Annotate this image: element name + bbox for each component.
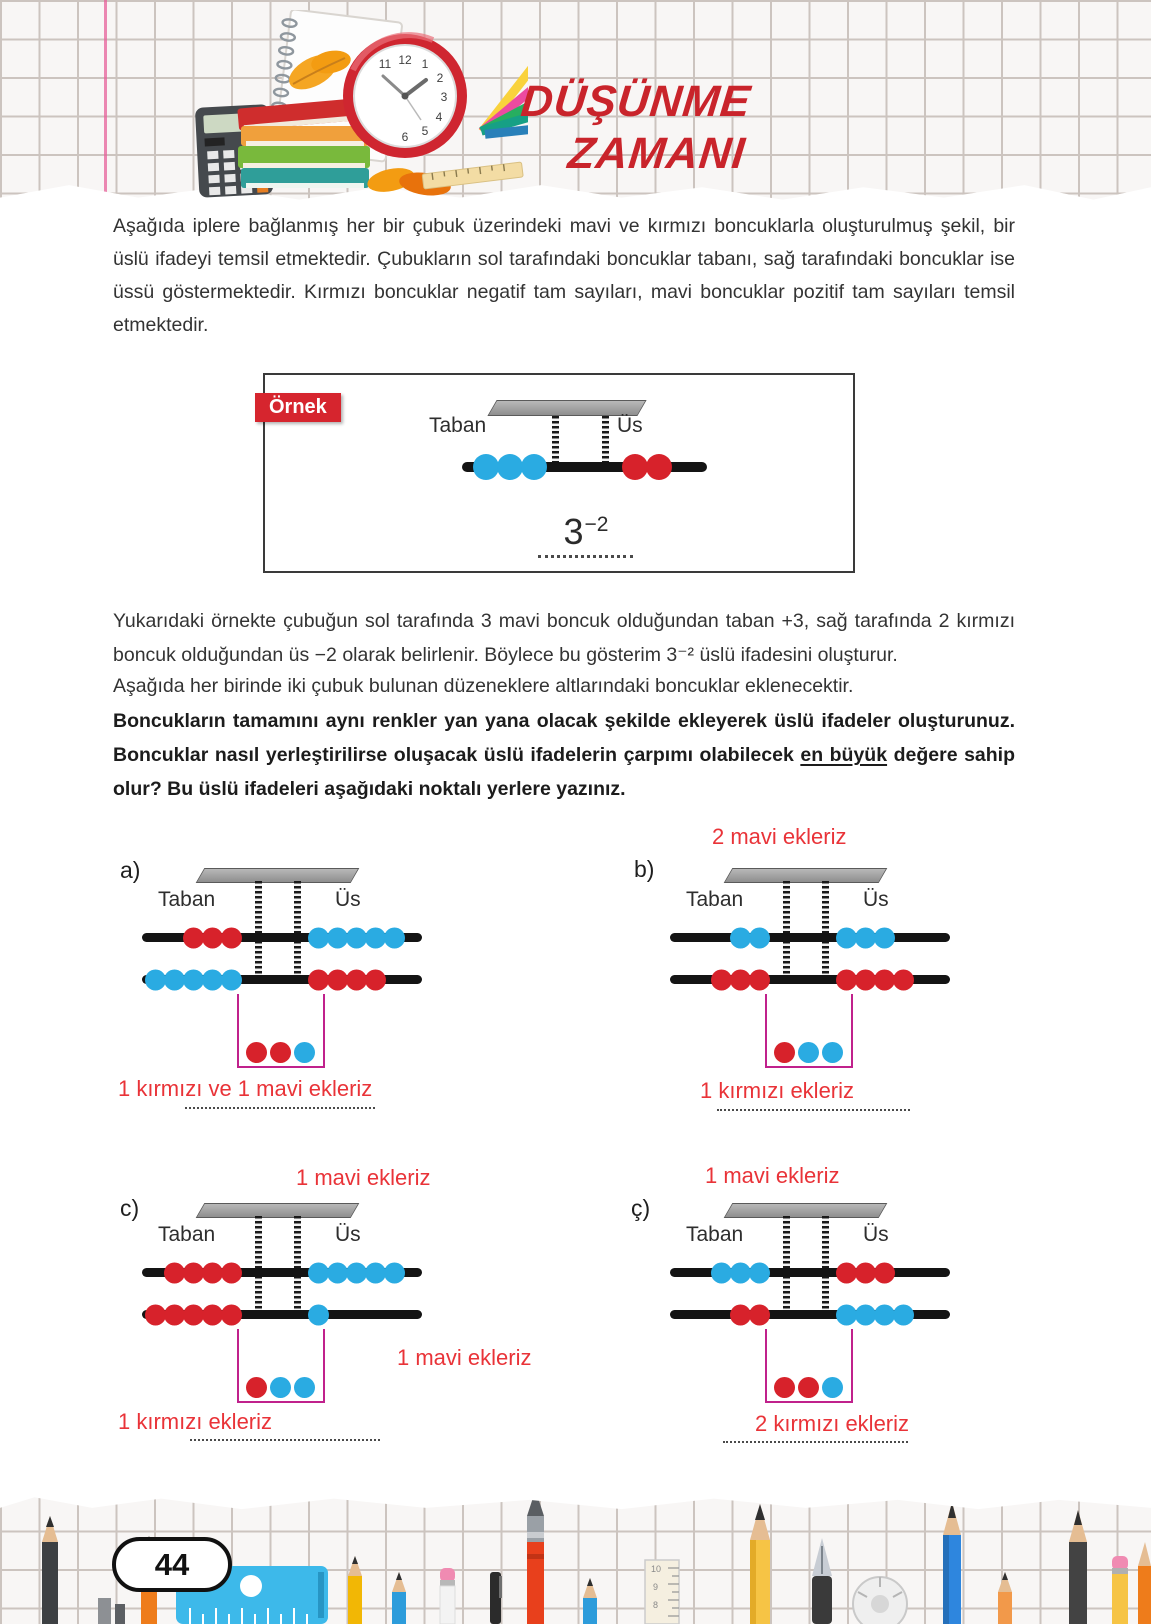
exponent-label: Üs [863, 1223, 889, 1246]
bead-red [749, 969, 770, 990]
bead-red [855, 1262, 876, 1283]
ruler-number: 8 [653, 1600, 659, 1610]
explanation-paragraph: Yukarıdaki örnekte çubuğun sol tarafında 3 mavi boncuk olduğundan taban +3, sağ tarafında 2 kırmızı boncuk olduğundan üs −2 olarak belirlenir. Böylece bu gösterim 3⁻² üslü ifadesini oluşturur. [113, 610, 1015, 666]
header-stationery-illustration [183, 10, 528, 208]
bead-red [202, 1262, 223, 1283]
pencil-icon [943, 1502, 961, 1624]
clock-number: 2 [436, 71, 444, 85]
dotted-answer-line [717, 1109, 910, 1111]
abacus-rod [670, 933, 950, 942]
page-title-line1: DÜŞÜNME [518, 77, 754, 126]
bead-blue [327, 927, 348, 948]
add-beads-side-note: 1 mavi ekleriz [397, 1345, 532, 1370]
dotted-answer-line [190, 1439, 380, 1441]
pencil-icon [392, 1572, 406, 1624]
pencil-icon [42, 1516, 58, 1624]
add-beads-note: 2 mavi ekleriz [712, 824, 847, 849]
hanging-rope [294, 881, 301, 982]
bead-blue [749, 1262, 770, 1283]
abacus-beam [196, 1203, 360, 1218]
bead-tray [765, 994, 853, 1068]
bead-red [202, 927, 223, 948]
clock-icon [343, 34, 467, 158]
page-number: 44 [154, 1546, 190, 1582]
bead-tray [237, 994, 325, 1068]
exercise-c-cedilla [598, 1143, 1068, 1453]
pencil-icon [583, 1578, 597, 1624]
add-beads-note: 1 mavi ekleriz [705, 1163, 840, 1188]
bead-red [270, 1042, 291, 1063]
pen-icon [115, 1604, 125, 1624]
bead-blue [270, 1377, 291, 1398]
abacus-beam [724, 868, 888, 883]
pen-icon [98, 1598, 111, 1624]
example-answer [533, 511, 638, 558]
base-label: Taban [429, 414, 487, 437]
bead-red [855, 969, 876, 990]
answer-note: 1 kırmızı ekleriz [700, 1078, 855, 1103]
exercise-label: ç) [631, 1195, 651, 1221]
exponent-label: Üs [335, 1223, 361, 1246]
abacus-diagram [670, 868, 970, 1078]
bead-red [327, 969, 348, 990]
bead-red [874, 1262, 895, 1283]
clock-number: 1 [421, 57, 429, 71]
bead-red [730, 969, 751, 990]
bead-blue [164, 969, 185, 990]
bead-blue [294, 1042, 315, 1063]
bead-red [365, 969, 386, 990]
bead-red [836, 1262, 857, 1283]
bead-blue [798, 1042, 819, 1063]
abacus-diagram [142, 1203, 442, 1413]
abacus-rod [670, 1268, 950, 1277]
abacus-rod [670, 975, 950, 984]
pencil-icon [1112, 1556, 1128, 1624]
base-bead-group [183, 927, 242, 948]
bead-blue [346, 927, 367, 948]
instruction-part2: değere sahip olur? Bu üslü ifadeleri aşağıdaki noktalı yerlere yazınız. [113, 744, 1015, 800]
bead-blue [855, 1304, 876, 1325]
exponent-label: Üs [335, 888, 361, 911]
exponent-bead-group [836, 1262, 895, 1283]
page-title [495, 76, 754, 180]
bead-red [246, 1042, 267, 1063]
bead-red [202, 1304, 223, 1325]
bead-blue [327, 1262, 348, 1283]
bead-blue [202, 969, 223, 990]
bead-blue [730, 1262, 751, 1283]
answer-note: 1 kırmızı ve 1 mavi ekleriz [118, 1076, 373, 1101]
bead-blue [822, 1377, 843, 1398]
dotted-answer-line [185, 1107, 375, 1109]
ruler-number: 9 [653, 1582, 659, 1592]
bead-blue [874, 1304, 895, 1325]
base-label: Taban [158, 1223, 216, 1246]
exponent-bead-group [622, 454, 672, 480]
hanging-rope [822, 1216, 829, 1317]
hanging-rope [602, 416, 609, 468]
clock-number: 11 [378, 57, 392, 71]
base-label: Taban [686, 888, 744, 911]
bead-red [246, 1377, 267, 1398]
pencil-icon [1138, 1542, 1151, 1624]
dotted-answer-line [723, 1441, 908, 1443]
bead-red [874, 969, 895, 990]
pencil-icon [348, 1556, 362, 1624]
tape-measure-icon [853, 1577, 907, 1624]
bead-blue [365, 1262, 386, 1283]
bead-blue [855, 927, 876, 948]
answer-note: 2 kırmızı ekleriz [755, 1411, 910, 1436]
hanging-rope [255, 881, 262, 982]
page-number-badge [112, 1537, 232, 1592]
abacus-rod [142, 933, 422, 942]
bead-red [221, 1262, 242, 1283]
exponent-bead-group [308, 969, 386, 990]
abacus-diagram [142, 868, 442, 1078]
example-badge: Örnek [255, 393, 341, 422]
ruler-number: 10 [651, 1564, 662, 1574]
abacus-rod [462, 462, 707, 472]
bead-blue [473, 454, 499, 480]
bead-red [308, 969, 329, 990]
clock-number: 5 [421, 124, 429, 138]
bead-red [730, 1304, 751, 1325]
bead-red [183, 927, 204, 948]
instruction-paragraph [113, 704, 1015, 806]
bead-blue [183, 969, 204, 990]
bead-red [774, 1377, 795, 1398]
base-bead-group [145, 1304, 242, 1325]
abacus-beam [724, 1203, 888, 1218]
exponent-bead-group [836, 969, 914, 990]
answer-note: 1 kırmızı ekleriz [118, 1409, 273, 1434]
instruction-part1: Boncukların tamamını aynı renkler yan yana olacak şekilde ekleyerek üslü ifadeler oluşturunuz. Boncuklar nasıl yerleştirilirse oluşacak üslü ifadelerin çarpımı olabilecek [113, 710, 1015, 766]
instruction-underlined: en büyük [800, 744, 888, 766]
base-bead-group [164, 1262, 242, 1283]
bead-red [798, 1377, 819, 1398]
example-box [263, 373, 855, 573]
abacus-diagram [670, 1203, 970, 1413]
base-bead-group [711, 969, 770, 990]
bead-blue [749, 927, 770, 948]
abacus-rod [670, 1310, 950, 1319]
exercise-label: a) [120, 857, 141, 883]
exercise-c [112, 1143, 582, 1453]
intro-paragraph: Aşağıda iplere bağlanmış her bir çubuk üzerindeki mavi ve kırmızı boncuklarla oluşturulmuş şekil, bir üslü ifadeyi temsil etmektedir. Çubukların sol tarafındaki boncuklar tabanı, sağ tarafındaki boncuklar ise üssü göstermektedir. Kırmızı boncuklar negatif tam sayıları, mavi boncuklar pozitif tam sayıları temsil etmektedir. [113, 215, 1015, 336]
hanging-rope [783, 881, 790, 982]
page-title-line2: ZAMANI [565, 129, 748, 178]
hanging-rope [294, 1216, 301, 1317]
bead-blue [711, 1262, 732, 1283]
bead-blue [384, 927, 405, 948]
bead-red [221, 927, 242, 948]
bead-red [221, 1304, 242, 1325]
pen-icon [490, 1572, 502, 1624]
exercise-label: b) [634, 856, 655, 882]
bead-red [646, 454, 672, 480]
exercise-a [112, 820, 582, 1130]
setup-paragraph: Aşağıda her birinde iki çubuk bulunan düzeneklere altlarındaki boncuklar eklenecektir. [113, 675, 854, 697]
bead-blue [365, 927, 386, 948]
pencil-icon [750, 1504, 770, 1624]
bead-red [183, 1262, 204, 1283]
exponent-label: Üs [863, 888, 889, 911]
bead-blue [730, 927, 751, 948]
bead-blue [497, 454, 523, 480]
exponent-label: Üs [617, 414, 643, 437]
bead-red [346, 969, 367, 990]
base-bead-group [711, 1262, 770, 1283]
bead-red [164, 1304, 185, 1325]
bead-red [145, 1304, 166, 1325]
clock-number: 6 [401, 130, 409, 144]
exercise-b [598, 820, 1068, 1130]
base-bead-group [730, 927, 770, 948]
hanging-rope [552, 416, 559, 468]
bead-blue [822, 1042, 843, 1063]
clock-number: 4 [435, 110, 443, 124]
bead-blue [308, 1304, 329, 1325]
base-bead-group [473, 454, 547, 480]
hanging-rope [255, 1216, 262, 1317]
bead-blue [874, 927, 895, 948]
base-bead-group [145, 969, 242, 990]
base-label: Taban [158, 888, 216, 911]
bead-red [774, 1042, 795, 1063]
bead-blue [294, 1377, 315, 1398]
bead-blue [308, 927, 329, 948]
abacus-rod [142, 975, 422, 984]
bead-red [836, 969, 857, 990]
bead-tray [237, 1329, 325, 1403]
base-bead-group [730, 1304, 770, 1325]
abacus-rod [142, 1310, 422, 1319]
bead-blue [308, 1262, 329, 1283]
exponent-bead-group [308, 927, 405, 948]
bead-blue [836, 927, 857, 948]
bead-red [749, 1304, 770, 1325]
exponent-bead-group [836, 927, 895, 948]
bead-red [183, 1304, 204, 1325]
bead-red [893, 969, 914, 990]
abacus-rod [142, 1268, 422, 1277]
clock-number: 3 [440, 90, 448, 104]
exercise-label: c) [120, 1195, 140, 1221]
abacus-beam [196, 868, 360, 883]
bead-blue [346, 1262, 367, 1283]
answer-dotted-line [538, 555, 633, 558]
exponent-bead-group [836, 1304, 914, 1325]
exponent-bead-group [308, 1262, 405, 1283]
bead-blue [145, 969, 166, 990]
answer-exponent: −2 [584, 513, 609, 536]
clock-number: 12 [398, 53, 412, 67]
mechanical-pencil-icon [527, 1490, 544, 1624]
base-label: Taban [686, 1223, 744, 1246]
pencil-icon [998, 1572, 1012, 1624]
bead-blue [521, 454, 547, 480]
bead-blue [221, 969, 242, 990]
pencil-icon [440, 1568, 455, 1624]
bead-red [622, 454, 648, 480]
bead-blue [836, 1304, 857, 1325]
hanging-rope [783, 1216, 790, 1317]
bead-blue [384, 1262, 405, 1283]
pencil-icon [1069, 1510, 1087, 1624]
bead-tray [765, 1329, 853, 1403]
answer-base: 3 [563, 511, 584, 552]
exponent-bead-group [308, 1304, 329, 1325]
fountain-pen-icon [812, 1538, 832, 1624]
bead-red [164, 1262, 185, 1283]
hanging-rope [822, 881, 829, 982]
add-beads-note: 1 mavi ekleriz [296, 1165, 431, 1190]
bead-blue [893, 1304, 914, 1325]
bead-red [711, 969, 732, 990]
ruler-icon [645, 1560, 679, 1624]
